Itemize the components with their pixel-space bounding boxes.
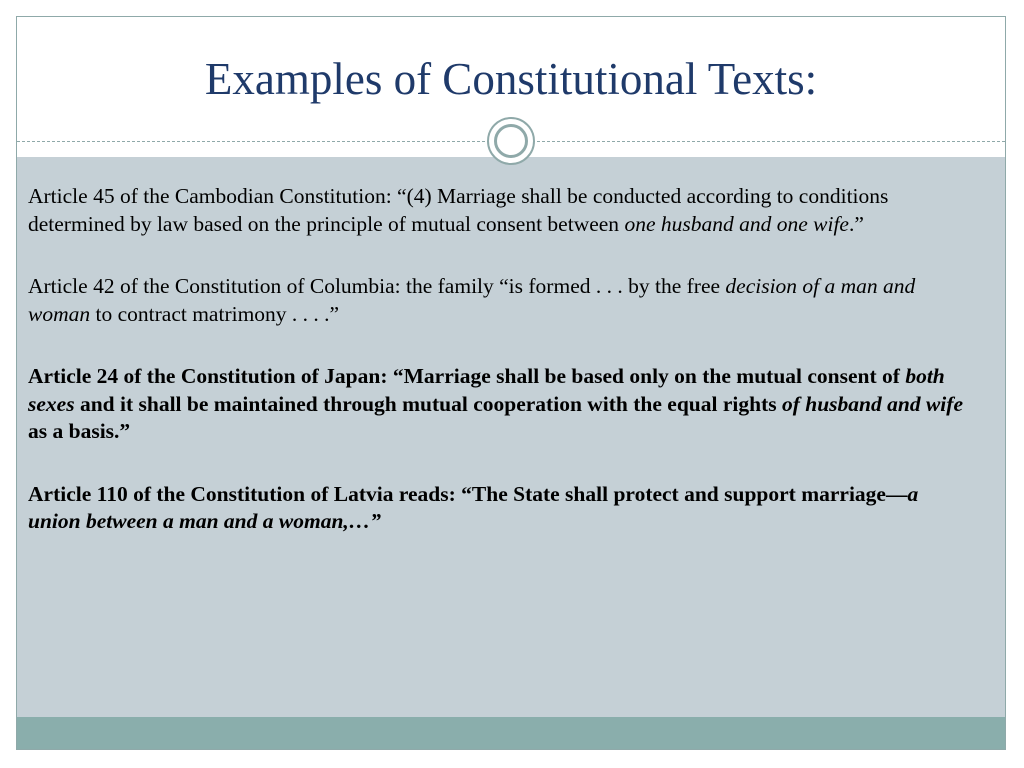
article-paragraph	[28, 273, 963, 328]
emphasized-text: one husband and one wife	[624, 211, 849, 236]
paragraph-text: to contract matrimony . . . .”	[90, 301, 340, 326]
emphasized-text: of husband and wife	[781, 391, 963, 416]
paragraph-text: Article 42 of the Constitution of Columbia: the family “is formed . . . by the free	[28, 274, 726, 298]
paragraph-text: Article 110 of the Constitution of Latvia reads: “The State shall protect and support marriage—	[28, 481, 908, 506]
paragraph-text: Article 45 of the Cambodian Constitution: “(4) Marriage shall be conducted according to conditions determined by law based on the principle of mutual consent between	[28, 184, 889, 236]
article-paragraph	[28, 481, 963, 536]
slide-body	[28, 183, 963, 571]
paragraph-text: Article 24 of the Constitution of Japan: “Marriage shall be based only on the mutual consent of	[28, 364, 906, 388]
paragraph-text: and it shall be maintained through mutual cooperation with the equal rights	[74, 391, 782, 416]
circle-ornament-icon	[487, 117, 535, 165]
article-paragraph	[28, 363, 963, 446]
footer-bar	[17, 717, 1005, 750]
article-paragraph	[28, 183, 963, 238]
emphasized-text: a union between a man and a woman,…”	[28, 481, 919, 533]
emphasized-text: decision of a man and woman	[28, 274, 916, 326]
slide-title: Examples of Constitutional Texts:	[204, 54, 818, 104]
paragraph-text: as a basis.”	[28, 419, 131, 443]
emphasized-text: both sexes	[28, 364, 945, 416]
paragraph-text: .”	[848, 211, 864, 236]
